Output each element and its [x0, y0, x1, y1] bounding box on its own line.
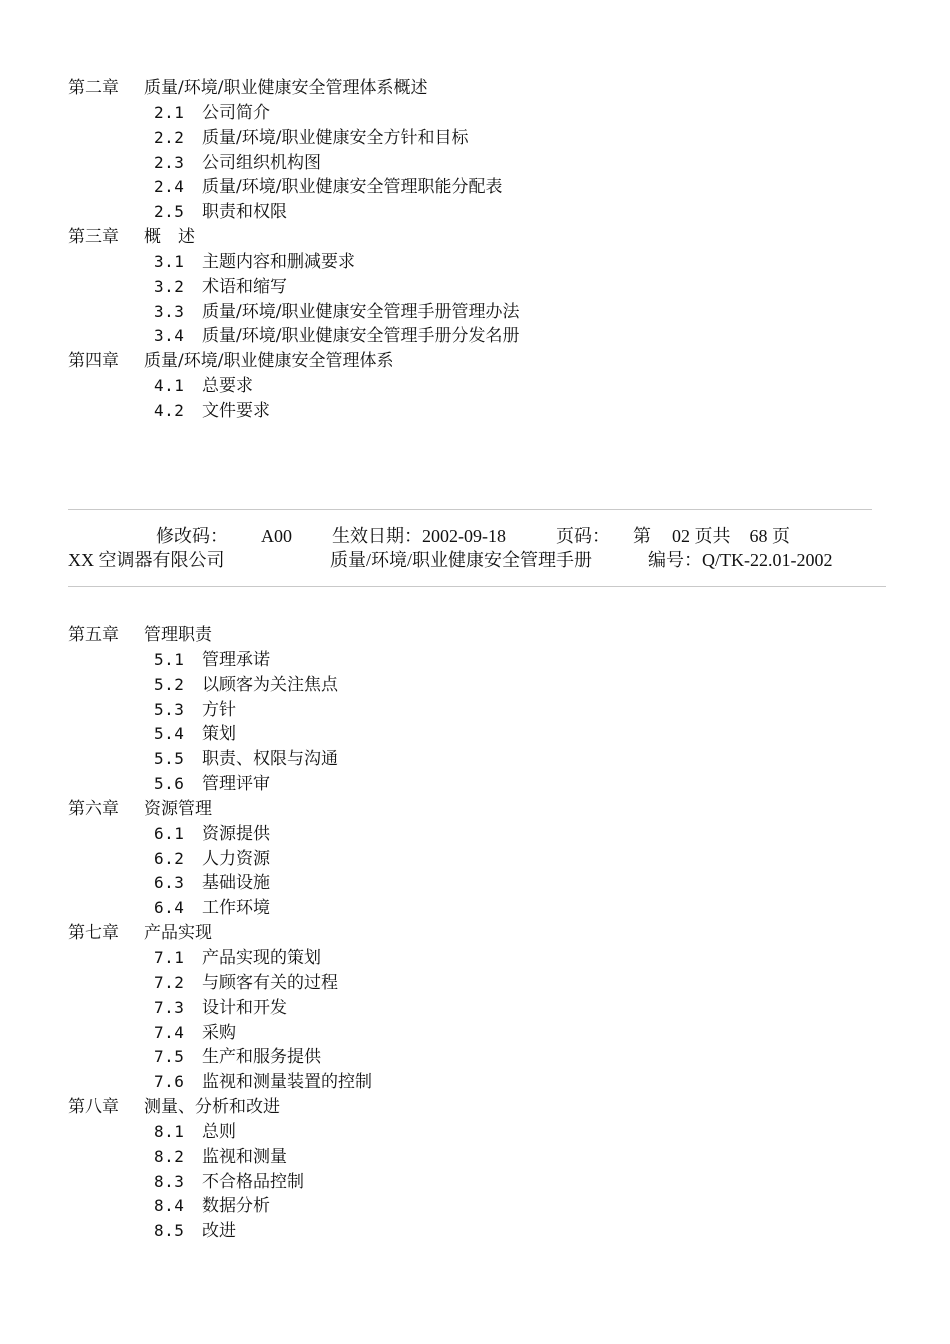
chapter-title: 资源管理 — [144, 798, 212, 819]
toc-section — [68, 1045, 372, 1070]
toc-section — [68, 648, 372, 673]
section-title: 生产和服务提供 — [202, 1047, 321, 1068]
section-title: 主题内容和删减要求 — [202, 251, 355, 272]
section-number: 5.1 — [154, 649, 185, 669]
manual-title: 质量/环境/职业健康安全管理手册 — [330, 550, 593, 570]
toc-section — [68, 324, 519, 349]
section-title: 质量/环境/职业健康安全管理手册管理办法 — [202, 301, 520, 322]
toc-section — [68, 300, 519, 325]
section-number: 2.2 — [154, 127, 185, 147]
revision-value: A00 — [261, 526, 292, 546]
toc-section — [68, 1120, 372, 1145]
chapter-title: 测量、分析和改进 — [144, 1097, 280, 1118]
page-number-label: 页码： — [556, 526, 610, 546]
section-title: 总要求 — [202, 376, 253, 397]
chapter-number: 第八章 — [68, 1097, 119, 1118]
page-prefix: 第 — [633, 526, 651, 546]
chapter-title: 概 述 — [144, 227, 195, 248]
toc-section — [68, 822, 372, 847]
section-title: 与顾客有关的过程 — [202, 972, 338, 993]
section-number: 6.3 — [154, 873, 185, 893]
toc-section — [68, 101, 519, 126]
footer-divider — [68, 509, 872, 510]
section-number: 6.4 — [154, 898, 185, 918]
section-number: 7.3 — [154, 997, 185, 1017]
section-number: 2.5 — [154, 202, 185, 222]
toc-section — [68, 1170, 372, 1195]
chapter-number: 第二章 — [68, 78, 119, 98]
page-suffix: 页 — [772, 526, 790, 546]
section-title: 资源提供 — [202, 823, 270, 844]
section-number: 3.4 — [154, 326, 185, 346]
section-number: 5.3 — [154, 699, 185, 719]
section-title: 质量/环境/职业健康安全管理职能分配表 — [202, 177, 503, 198]
toc-section — [68, 1194, 372, 1219]
section-title: 总则 — [202, 1121, 236, 1142]
toc-section — [68, 126, 519, 151]
section-title: 职责和权限 — [202, 202, 287, 223]
chapter-title: 管理职责 — [144, 625, 212, 645]
section-title: 监视和测量 — [202, 1146, 287, 1167]
toc-chapter — [68, 349, 519, 374]
section-title: 改进 — [202, 1221, 236, 1242]
page-middle: 页共 — [694, 526, 731, 546]
section-number: 2.1 — [154, 102, 185, 122]
page-number — [556, 524, 790, 548]
section-number: 8.3 — [154, 1171, 185, 1191]
toc-section — [68, 946, 372, 971]
section-number: 8.5 — [154, 1221, 185, 1241]
section-number: 3.2 — [154, 276, 185, 296]
section-number: 7.4 — [154, 1022, 185, 1042]
section-title: 不合格品控制 — [202, 1171, 304, 1192]
section-number: 5.2 — [154, 674, 185, 694]
chapter-number: 第四章 — [68, 351, 119, 372]
document-number-value: Q/TK-22.01-2002 — [702, 550, 833, 570]
section-number: 7.2 — [154, 972, 185, 992]
toc-chapter — [68, 76, 519, 101]
section-title: 公司简介 — [202, 102, 270, 123]
section-title: 术语和缩写 — [202, 276, 287, 297]
section-title: 监视和测量装置的控制 — [202, 1072, 372, 1093]
chapter-number: 第三章 — [68, 227, 119, 248]
section-title: 采购 — [202, 1022, 236, 1043]
chapter-number: 第六章 — [68, 798, 119, 819]
section-title: 设计和开发 — [202, 997, 287, 1018]
effective-date-value: 2002-09-18 — [422, 526, 506, 546]
toc-section — [68, 151, 519, 176]
section-number: 2.4 — [154, 177, 185, 197]
section-title: 职责、权限与沟通 — [202, 749, 338, 770]
effective-date — [332, 524, 506, 548]
document-number — [648, 548, 832, 572]
header-divider — [68, 586, 886, 587]
revision-code — [156, 524, 292, 548]
toc-section — [68, 847, 372, 872]
page-total: 68 — [749, 526, 768, 546]
section-title: 策划 — [202, 724, 236, 745]
toc-part-2 — [68, 623, 372, 1244]
section-number: 3.1 — [154, 251, 185, 271]
section-title: 数据分析 — [202, 1196, 270, 1217]
toc-section — [68, 399, 519, 424]
toc-chapter — [68, 1095, 372, 1120]
toc-section — [68, 996, 372, 1021]
chapter-title: 质量/环境/职业健康安全管理体系 — [144, 351, 394, 372]
revision-label: 修改码： — [156, 526, 228, 546]
section-title: 产品实现的策划 — [202, 947, 321, 968]
section-title: 方针 — [202, 699, 236, 720]
toc-section — [68, 698, 372, 723]
section-title: 文件要求 — [202, 400, 270, 421]
toc-section — [68, 871, 372, 896]
section-number: 5.5 — [154, 749, 185, 769]
page-current: 02 — [672, 526, 690, 546]
section-title: 质量/环境/职业健康安全方针和目标 — [202, 127, 469, 148]
chapter-number: 第七章 — [68, 923, 119, 944]
effective-date-label: 生效日期： — [332, 526, 422, 546]
section-number: 5.4 — [154, 724, 185, 744]
chapter-title: 质量/环境/职业健康安全管理体系概述 — [144, 78, 428, 98]
toc-section — [68, 722, 372, 747]
toc-section — [68, 747, 372, 772]
company-name: XX 空调器有限公司 — [68, 550, 225, 570]
section-number: 4.1 — [154, 376, 185, 396]
section-number: 5.6 — [154, 774, 185, 794]
section-title: 质量/环境/职业健康安全管理手册分发名册 — [202, 326, 520, 347]
chapter-number: 第五章 — [68, 625, 119, 645]
toc-section — [68, 175, 519, 200]
toc-section — [68, 1145, 372, 1170]
section-number: 6.2 — [154, 848, 185, 868]
section-number: 6.1 — [154, 823, 185, 843]
toc-chapter — [68, 797, 372, 822]
section-number: 7.5 — [154, 1047, 185, 1067]
toc-section — [68, 896, 372, 921]
section-title: 公司组织机构图 — [202, 152, 321, 173]
toc-section — [68, 275, 519, 300]
section-number: 8.4 — [154, 1196, 185, 1216]
section-title: 管理承诺 — [202, 649, 270, 670]
chapter-title: 产品实现 — [144, 923, 212, 944]
toc-section — [68, 673, 372, 698]
section-number: 8.2 — [154, 1146, 185, 1166]
section-title: 以顾客为关注焦点 — [202, 674, 338, 695]
toc-chapter — [68, 921, 372, 946]
toc-section — [68, 200, 519, 225]
section-number: 7.6 — [154, 1072, 185, 1092]
section-number: 4.2 — [154, 400, 185, 420]
section-number: 7.1 — [154, 947, 185, 967]
toc-chapter — [68, 623, 372, 648]
toc-section — [68, 772, 372, 797]
toc-part-1 — [68, 76, 519, 424]
toc-section — [68, 250, 519, 275]
toc-chapter — [68, 225, 519, 250]
section-number: 2.3 — [154, 152, 185, 172]
section-title: 人力资源 — [202, 848, 270, 869]
section-title: 基础设施 — [202, 873, 270, 894]
section-number: 3.3 — [154, 301, 185, 321]
toc-section — [68, 1021, 372, 1046]
toc-section — [68, 971, 372, 996]
section-title: 管理评审 — [202, 774, 270, 795]
toc-section — [68, 1070, 372, 1095]
document-number-label: 编号： — [648, 550, 702, 570]
section-title: 工作环境 — [202, 898, 270, 919]
section-number: 8.1 — [154, 1121, 185, 1141]
toc-section — [68, 374, 519, 399]
toc-section — [68, 1219, 372, 1244]
